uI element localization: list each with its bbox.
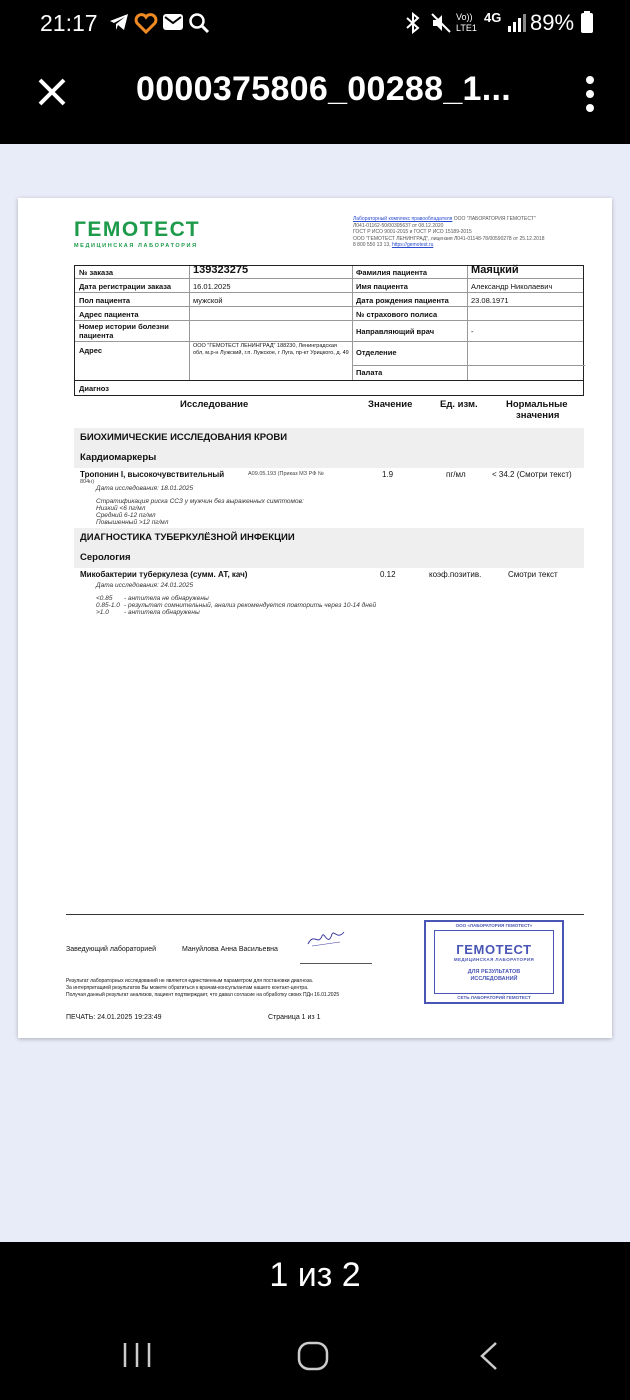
sex: мужской: [193, 296, 223, 305]
telegram-icon: [108, 12, 130, 32]
head-label: Заведующий лабораторией: [66, 946, 156, 953]
dept-label: Отделение: [356, 348, 397, 357]
col-unit: Ед. изм.: [440, 399, 478, 410]
lab-info: [353, 216, 593, 249]
name: Александр Николаевич: [471, 282, 553, 291]
app-bar: [0, 48, 630, 144]
stamp-bottom: СЕТЬ ЛАБОРАТОРИЙ ГЕМОТЕСТ: [457, 995, 531, 1000]
col-test: Исследование: [180, 399, 249, 410]
subsection-title: Серология: [80, 552, 131, 563]
test-normal: Смотри текст: [508, 570, 558, 579]
battery-percent: 89%: [530, 10, 575, 35]
clock: 21:17: [40, 10, 98, 36]
bluetooth-icon: [404, 12, 422, 34]
test-code-2: 804н): [80, 479, 95, 485]
subsection-serology: [74, 548, 584, 568]
test-note: Низкий <6 пг/мл: [96, 505, 146, 512]
network-type: 4G: [484, 10, 502, 25]
more-options-icon[interactable]: [578, 74, 602, 114]
addr-value: ООО "ГЕМОТЕСТ ЛЕНИНГРАД" 188230, Ленинградская обл, м.р-н Лужский, г.п. Лужское, г Луга, пр-кт Урицкого, д. 49: [193, 343, 349, 356]
surname-label: Фамилия пациента: [356, 268, 428, 277]
test-normal: < 34.2 (Смотри текст): [492, 470, 572, 479]
document-viewer[interactable]: [0, 144, 630, 1242]
addr-label: Адрес: [79, 346, 103, 355]
stamp-top: ООО «ЛАБОРАТОРИЯ ГЕМОТЕСТ»: [455, 923, 533, 928]
section-tuberculosis: [74, 528, 584, 548]
ref-range: >1.0: [96, 609, 109, 616]
lab-complex-link[interactable]: Лабораторный комплекс правообладателя: [353, 216, 453, 222]
ref-meaning: - антитела обнаружены: [124, 609, 200, 616]
search-icon: [188, 12, 210, 34]
test-date: Дата исследования: 18.01.2025: [96, 485, 194, 492]
page-indicator: [0, 1242, 630, 1312]
patient-info-table: [74, 265, 584, 381]
status-bar: [0, 0, 630, 48]
recent-apps-icon[interactable]: [120, 1340, 154, 1370]
stamp-tagline: МЕДИЦИНСКАЯ ЛАБОРАТОРИЯ: [453, 957, 535, 962]
heart-app-icon: [134, 12, 158, 34]
insurance-label: № страхового полиса: [356, 310, 438, 319]
section-biochemistry: [74, 428, 584, 448]
stamp-line: ИССЛЕДОВАНИЙ: [470, 976, 518, 982]
doctor: -: [471, 327, 474, 336]
page-number: Страница 1 из 1: [268, 1014, 321, 1021]
doctor-label: Направляющий врач: [356, 327, 435, 336]
surname: Маяцкий: [471, 264, 519, 276]
name-label: Имя пациента: [356, 282, 408, 291]
test-name: Тропонин I, высокочувствительный: [80, 470, 225, 479]
sex-label: Пол пациента: [79, 296, 131, 305]
lab-logo: [74, 218, 200, 249]
mail-icon: [162, 12, 184, 32]
test-unit: пг/мл: [446, 470, 466, 479]
print-time: ПЕЧАТЬ: 24.01.2025 19:23:49: [66, 1014, 162, 1021]
reg-date-label: Дата регистрации заказа: [79, 282, 172, 291]
page-indicator-label: 1 из 2: [269, 1256, 361, 1294]
lab-license: Л041-01162-50/00305637 от 08.12.2020: [353, 222, 444, 229]
lab-phone: 8 800 550 13 13,: [353, 242, 391, 248]
document-page: [18, 198, 612, 1038]
head-name: Мануйлова Анна Васильевна: [182, 946, 278, 953]
order-no-label: № заказа: [79, 268, 114, 277]
battery-icon: [580, 10, 594, 34]
section-title: БИОХИМИЧЕСКИЕ ИССЛЕДОВАНИЯ КРОВИ: [80, 432, 288, 443]
lab-owner: ООО "ЛАБОРАТОРИЯ ГЕМОТЕСТ": [453, 216, 536, 222]
test-value: 0.12: [380, 570, 396, 579]
ref-range: 0.85-1.0: [96, 602, 120, 609]
disclaimer: За интерпретацией результатов Вы можете обратиться к врачам-консультантам нашего контакт-центра.: [66, 985, 309, 991]
logo-name: ГЕМОТЕСТ: [74, 218, 201, 241]
back-icon[interactable]: [476, 1340, 502, 1372]
signal-icon: [506, 12, 526, 34]
logo-tagline: МЕДИЦИНСКАЯ ЛАБОРАТОРИЯ: [74, 243, 198, 249]
stamp-inner-border: [434, 930, 554, 994]
test-note: Стратификация риска ССЗ у мужчин без выраженных симптомов:: [96, 498, 304, 505]
test-value: 1.9: [382, 470, 394, 479]
disclaimer: Результат лабораторных исследований не является единственным параметром для постановки диагноза.: [66, 978, 314, 984]
col-normal-2: значения: [516, 410, 560, 421]
address-label: Адрес пациента: [79, 310, 139, 319]
ref-meaning: - результат сомнительный, анализ рекомендуется повторить через 10-14 дней: [124, 602, 377, 609]
lab-gost: ГОСТ Р ИСО 9001-2015 и ГОСТ Р ИСО 15189-2015: [353, 229, 472, 235]
history-label: Номер истории болезни пациента: [79, 322, 169, 340]
lab-website-link[interactable]: https://gemotest.ru: [391, 242, 434, 248]
test-note: Средний 6-12 пг/мл: [96, 512, 156, 519]
home-icon[interactable]: [296, 1340, 330, 1372]
reg-date: 16.01.2025: [193, 282, 231, 291]
stamp-line: ДЛЯ РЕЗУЛЬТАТОВ: [467, 969, 521, 975]
test-unit: коэф.позитив.: [429, 570, 482, 579]
volte-indicator: Vo)) LTE1: [456, 12, 477, 33]
section-title: ДИАГНОСТИКА ТУБЕРКУЛЁЗНОЙ ИНФЕКЦИИ: [80, 532, 295, 543]
signature-icon: [306, 926, 346, 950]
col-normal-1: Нормальные: [506, 399, 568, 410]
subsection-title: Кардиомаркеры: [80, 452, 157, 463]
diagnosis-label: Диагноз: [79, 384, 109, 393]
col-value: Значение: [368, 399, 413, 410]
stamp-brand: ГЕМОТЕСТ: [456, 942, 532, 957]
close-icon[interactable]: [34, 74, 70, 110]
dob-label: Дата рождения пациента: [356, 296, 449, 305]
disclaimer: Получая данный результат анализов, пациент подтверждает, что давал согласие на обработку своих ПДн 16.01.2025: [66, 992, 340, 998]
subsection-cardiomarkers: [74, 448, 584, 468]
signature-line: [300, 963, 372, 964]
footer-divider: [66, 914, 584, 915]
file-title: 0000375806_00288_1...: [136, 70, 512, 108]
order-no: 139323275: [193, 264, 249, 276]
mute-icon: [430, 12, 452, 34]
lab-stamp: [424, 920, 564, 1004]
test-code: A09.05.193 (Приказ МЗ РФ №: [248, 471, 324, 477]
test-date: Дата исследования: 24.01.2025: [96, 582, 194, 589]
lab-branch-license: ООО "ГЕМОТЕСТ ЛЕНИНГРАД", лицензия Л041-01148-78/00590278 от 25.12.2018: [353, 235, 545, 242]
ward-label: Палата: [356, 368, 383, 377]
test-name: Микобактерии туберкулеза (сумм. АТ, кач): [80, 570, 248, 579]
test-note: Повышенный >12 пг/мл: [96, 519, 169, 526]
navigation-bar: [0, 1312, 630, 1400]
ref-range: <0.85: [96, 595, 113, 602]
ref-meaning: - антитела не обнаружены: [124, 595, 209, 602]
diagnosis-row: [74, 381, 584, 396]
dob: 23.08.1971: [471, 296, 509, 305]
